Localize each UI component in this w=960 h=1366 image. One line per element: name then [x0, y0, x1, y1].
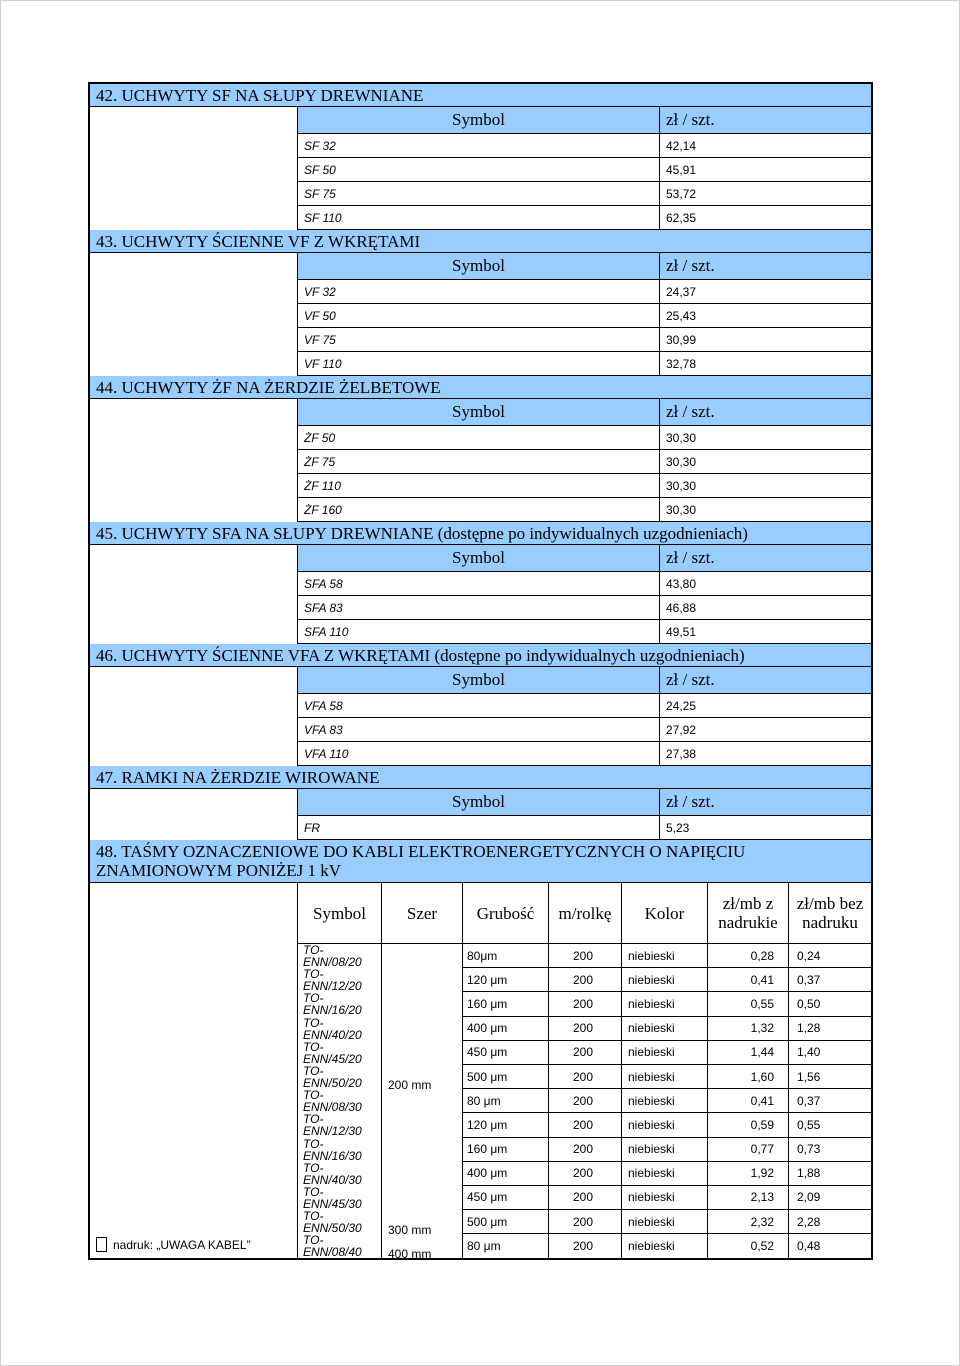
thickness-cell: 120 μm — [463, 1113, 549, 1136]
per-roll-cell: 200 — [549, 1234, 622, 1258]
table-row — [298, 206, 871, 230]
symbol-cell: TO-ENN/45/20 — [303, 1040, 362, 1065]
symbol-cell: SFA 110 — [298, 620, 660, 643]
per-roll-cell: 200 — [549, 968, 622, 991]
price-cell: 45,91 — [666, 162, 697, 177]
price-no-print-cell: 2,09 — [797, 1190, 821, 1205]
color-cell: niebieski — [622, 1065, 708, 1088]
table-row — [298, 572, 871, 596]
section-left-blank — [90, 789, 298, 840]
table-header-row — [298, 399, 871, 426]
section-block — [90, 253, 871, 376]
symbol-cell: VFA 110 — [298, 742, 660, 765]
symbol-cell: TO-ENN/50/30 — [303, 1210, 362, 1235]
symbol-cell: TO-ENN/08/40 — [303, 1234, 362, 1259]
thickness-cell: 80μm — [463, 944, 549, 967]
table-row — [298, 498, 871, 522]
color-cell: niebieski — [622, 944, 708, 967]
table-row — [298, 352, 871, 376]
table-row — [298, 426, 871, 450]
per-roll-cell: 200 — [549, 992, 622, 1015]
color-cell: niebieski — [622, 1017, 708, 1040]
table-row — [463, 1041, 871, 1065]
symbol-cell: VF 75 — [298, 328, 660, 351]
table-row — [463, 1065, 871, 1089]
symbol-cell: TO-ENN/12/20 — [303, 968, 362, 993]
price-no-print-cell: 0,48 — [797, 1239, 821, 1254]
price-header: zł / szt. — [666, 110, 715, 129]
table-row — [463, 992, 871, 1016]
section-table — [298, 545, 871, 644]
section-table — [298, 253, 871, 376]
price-no-print-cell: 0,37 — [797, 1093, 821, 1108]
table-row — [298, 742, 871, 766]
color-cell: niebieski — [622, 1041, 708, 1064]
section-left-blank — [90, 253, 298, 376]
table-row — [463, 944, 871, 968]
color-cell: niebieski — [622, 1089, 708, 1112]
price-header: zł / szt. — [666, 670, 715, 689]
symbol-cell: TO-ENN/45/30 — [303, 1185, 362, 1211]
price-cell: 62,35 — [666, 210, 697, 225]
per-roll-cell: 200 — [549, 1162, 622, 1185]
price-no-print-cell: 1,88 — [797, 1166, 821, 1181]
table-row — [298, 620, 871, 644]
price-cell: 42,14 — [666, 138, 697, 153]
table-row — [463, 1113, 871, 1137]
color-cell: niebieski — [622, 1186, 708, 1209]
price-cell: 53,72 — [666, 186, 697, 201]
symbol-header: Symbol — [298, 545, 660, 571]
price-no-print-cell: 0,24 — [797, 948, 821, 963]
table-header-row — [298, 789, 871, 816]
section-table — [298, 399, 871, 522]
table-row — [298, 694, 871, 718]
thickness-cell: 500 μm — [463, 1065, 549, 1088]
thickness-cell: 450 μm — [463, 1041, 549, 1064]
thickness-cell: 160 μm — [463, 992, 549, 1015]
per-roll-header: m/rolkę — [549, 883, 622, 943]
symbol-cell: TO-ENN/16/20 — [303, 992, 362, 1017]
values-column — [463, 944, 871, 1258]
per-roll-cell: 200 — [549, 1017, 622, 1040]
symbol-cell: VFA 83 — [298, 718, 660, 741]
price-cell: 24,25 — [666, 698, 697, 713]
per-roll-cell: 200 — [549, 944, 622, 967]
symbol-cell: SF 32 — [298, 134, 660, 157]
symbol-cell: TO-ENN/40/20 — [303, 1016, 362, 1041]
symbol-cell: SF 50 — [298, 158, 660, 181]
thickness-cell: 80 μm — [463, 1234, 549, 1258]
thickness-cell: 80 μm — [463, 1089, 549, 1112]
color-cell: niebieski — [622, 992, 708, 1015]
table-row — [463, 1234, 871, 1258]
symbol-cell: TO-ENN/50/20 — [303, 1064, 362, 1090]
section-block — [90, 545, 871, 644]
table-row — [463, 1210, 871, 1234]
price-with-print-header: zł/mb z nadrukie — [708, 883, 789, 943]
price-with-print-cell: 2,32 — [708, 1210, 789, 1233]
table-row — [298, 280, 871, 304]
symbol-cell: ŻF 50 — [298, 426, 660, 449]
box-icon — [96, 1237, 107, 1252]
thickness-cell: 120 μm — [463, 968, 549, 991]
table-header-row — [298, 545, 871, 572]
section-block — [90, 667, 871, 766]
price-no-print-cell: 0,73 — [797, 1142, 821, 1157]
table-row — [298, 182, 871, 206]
table-row — [463, 1186, 871, 1210]
price-no-print-cell: 2,28 — [797, 1214, 821, 1229]
table-row — [298, 718, 871, 742]
color-cell: niebieski — [622, 1138, 708, 1161]
price-with-print-cell: 0,59 — [708, 1113, 789, 1136]
symbol-cell: ŻF 160 — [298, 498, 660, 521]
price-with-print-cell: 1,32 — [708, 1017, 789, 1040]
width-label: 400 mm — [388, 1247, 432, 1261]
price-with-print-cell: 0,52 — [708, 1234, 789, 1258]
ribbon-body — [298, 944, 871, 1261]
price-header: zł / szt. — [666, 548, 715, 567]
table-header-row — [298, 253, 871, 280]
symbol-header: Symbol — [298, 667, 660, 693]
price-no-print-cell: 1,56 — [797, 1069, 821, 1084]
table-row — [298, 474, 871, 498]
symbol-cell: TO-ENN/08/20 — [303, 944, 362, 969]
price-header: zł / szt. — [666, 402, 715, 421]
section-block — [90, 107, 871, 230]
section-table — [298, 667, 871, 766]
symbol-column — [298, 944, 382, 1258]
thickness-cell: 500 μm — [463, 1210, 549, 1233]
symbol-header: Symbol — [298, 107, 660, 133]
symbol-cell: VFA 58 — [298, 694, 660, 717]
symbol-header: Symbol — [298, 253, 660, 279]
price-cell: 27,92 — [666, 722, 697, 737]
color-cell: niebieski — [622, 1210, 708, 1233]
symbol-header: Symbol — [298, 399, 660, 425]
section-title: 45. UCHWYTY SFA NA SŁUPY DREWNIANE (dostępne po indywidualnych uzgodnieniach) — [90, 522, 871, 545]
price-no-print-header: zł/mb bez nadruku — [796, 894, 864, 932]
thickness-cell: 400 μm — [463, 1162, 549, 1185]
symbol-cell: SFA 58 — [298, 572, 660, 595]
symbol-cell: TO-ENN/08/30 — [303, 1089, 362, 1114]
price-cell: 32,78 — [666, 356, 697, 371]
price-cell: 49,51 — [666, 624, 697, 639]
price-with-print-cell: 1,44 — [708, 1041, 789, 1064]
price-header: zł / szt. — [666, 792, 715, 811]
table-row — [298, 816, 871, 840]
thickness-cell: 160 μm — [463, 1138, 549, 1161]
price-header: zł / szt. — [666, 256, 715, 275]
symbol-cell: SFA 83 — [298, 596, 660, 619]
price-cell: 5,23 — [666, 820, 690, 835]
table-row — [463, 1138, 871, 1162]
symbol-header: Symbol — [298, 789, 660, 815]
thickness-header: Grubość — [463, 883, 549, 943]
per-roll-cell: 200 — [549, 1186, 622, 1209]
table-row — [298, 134, 871, 158]
price-with-print-cell: 0,28 — [708, 944, 789, 967]
color-header: Kolor — [622, 883, 708, 943]
per-roll-cell: 200 — [549, 1065, 622, 1088]
table-row — [298, 450, 871, 474]
symbol-cell: VF 32 — [298, 280, 660, 303]
symbol-cell: TO-ENN/12/30 — [303, 1113, 362, 1138]
color-cell: niebieski — [622, 968, 708, 991]
table-row — [463, 1089, 871, 1113]
section-table — [298, 789, 871, 840]
ribbon-header-row — [298, 883, 871, 944]
table-row — [298, 596, 871, 620]
section-title: 47. RAMKI NA ŻERDZIE WIROWANE — [90, 766, 871, 789]
width-column — [382, 944, 463, 1261]
table-row — [463, 968, 871, 992]
table-row — [463, 1017, 871, 1041]
price-with-print-cell: 1,92 — [708, 1162, 789, 1185]
width-header: Szer — [382, 883, 463, 943]
section-title: 46. UCHWYTY ŚCIENNE VFA Z WKRĘTAMI (dostępne po indywidualnych uzgodnieniach) — [90, 644, 871, 667]
per-roll-cell: 200 — [549, 1113, 622, 1136]
per-roll-cell: 200 — [549, 1041, 622, 1064]
color-cell: niebieski — [622, 1113, 708, 1136]
section-title: 44. UCHWYTY ŻF NA ŻERDZIE ŻELBETOWE — [90, 376, 871, 399]
symbol-cell: VF 110 — [298, 352, 660, 375]
symbol-cell: FR — [298, 816, 660, 839]
price-with-print-cell: 0,77 — [708, 1138, 789, 1161]
price-with-print-cell: 0,41 — [708, 968, 789, 991]
price-with-print-cell: 0,41 — [708, 1089, 789, 1112]
per-roll-cell: 200 — [549, 1210, 622, 1233]
price-with-print-cell: 0,55 — [708, 992, 789, 1015]
price-cell: 30,30 — [666, 478, 697, 493]
color-cell: niebieski — [622, 1162, 708, 1185]
price-cell: 27,38 — [666, 746, 697, 761]
price-cell: 30,30 — [666, 502, 697, 517]
price-cell: 30,30 — [666, 430, 697, 445]
section-title: 43. UCHWYTY ŚCIENNE VF Z WKRĘTAMI — [90, 230, 871, 253]
symbol-header: Symbol — [298, 883, 382, 943]
symbol-cell: VF 50 — [298, 304, 660, 327]
section-left-blank — [90, 667, 298, 766]
price-with-print-cell: 2,13 — [708, 1186, 789, 1209]
symbol-cell: ŻF 110 — [298, 474, 660, 497]
price-cell: 25,43 — [666, 308, 697, 323]
section-block — [90, 399, 871, 522]
price-no-print-cell: 0,55 — [797, 1117, 821, 1132]
width-label: 200 mm — [388, 1078, 432, 1092]
section-block — [90, 789, 871, 840]
ribbon-block — [90, 883, 871, 1261]
color-cell: niebieski — [622, 1234, 708, 1258]
price-no-print-cell: 0,37 — [797, 972, 821, 987]
price-no-print-cell: 0,50 — [797, 996, 821, 1011]
table-header-row — [298, 667, 871, 694]
thickness-cell: 450 μm — [463, 1186, 549, 1209]
symbol-cell: SF 75 — [298, 182, 660, 205]
symbol-cell: TO-ENN/40/30 — [303, 1161, 362, 1186]
price-cell: 30,99 — [666, 332, 697, 347]
price-cell: 46,88 — [666, 600, 697, 615]
table-row — [463, 1162, 871, 1186]
symbol-cell: SF 110 — [298, 206, 660, 229]
per-roll-cell: 200 — [549, 1138, 622, 1161]
price-no-print-cell: 1,28 — [797, 1021, 821, 1036]
width-label: 300 mm — [388, 1223, 432, 1237]
section-table — [298, 107, 871, 230]
thickness-cell: 400 μm — [463, 1017, 549, 1040]
section-title: 42. UCHWYTY SF NA SŁUPY DREWNIANE — [90, 84, 871, 107]
symbol-cell: TO-ENN/16/30 — [303, 1137, 362, 1162]
ribbon-table — [298, 883, 871, 1261]
print-note — [96, 1237, 251, 1252]
table-header-row — [298, 107, 871, 134]
table-row — [298, 304, 871, 328]
price-cell: 24,37 — [666, 284, 697, 299]
price-with-print-cell: 1,60 — [708, 1065, 789, 1088]
per-roll-cell: 200 — [549, 1089, 622, 1112]
symbol-cell: ŻF 75 — [298, 450, 660, 473]
section-left-blank — [90, 399, 298, 522]
section-title: 48. TAŚMY OZNACZENIOWE DO KABLI ELEKTROENERGETYCZNYCH O NAPIĘCIU ZNAMIONOWYM PONIŻEJ 1 kV — [90, 840, 871, 883]
table-row — [298, 158, 871, 182]
price-no-print-cell: 1,40 — [797, 1045, 821, 1060]
table-row — [298, 328, 871, 352]
price-cell: 43,80 — [666, 576, 697, 591]
section-left-blank — [90, 545, 298, 644]
print-note-text: nadruk: „UWAGA KABEL” — [113, 1237, 251, 1252]
ribbon-left — [90, 883, 298, 1258]
price-list-document — [88, 82, 873, 1260]
price-cell: 30,30 — [666, 454, 697, 469]
section-left-blank — [90, 107, 298, 230]
